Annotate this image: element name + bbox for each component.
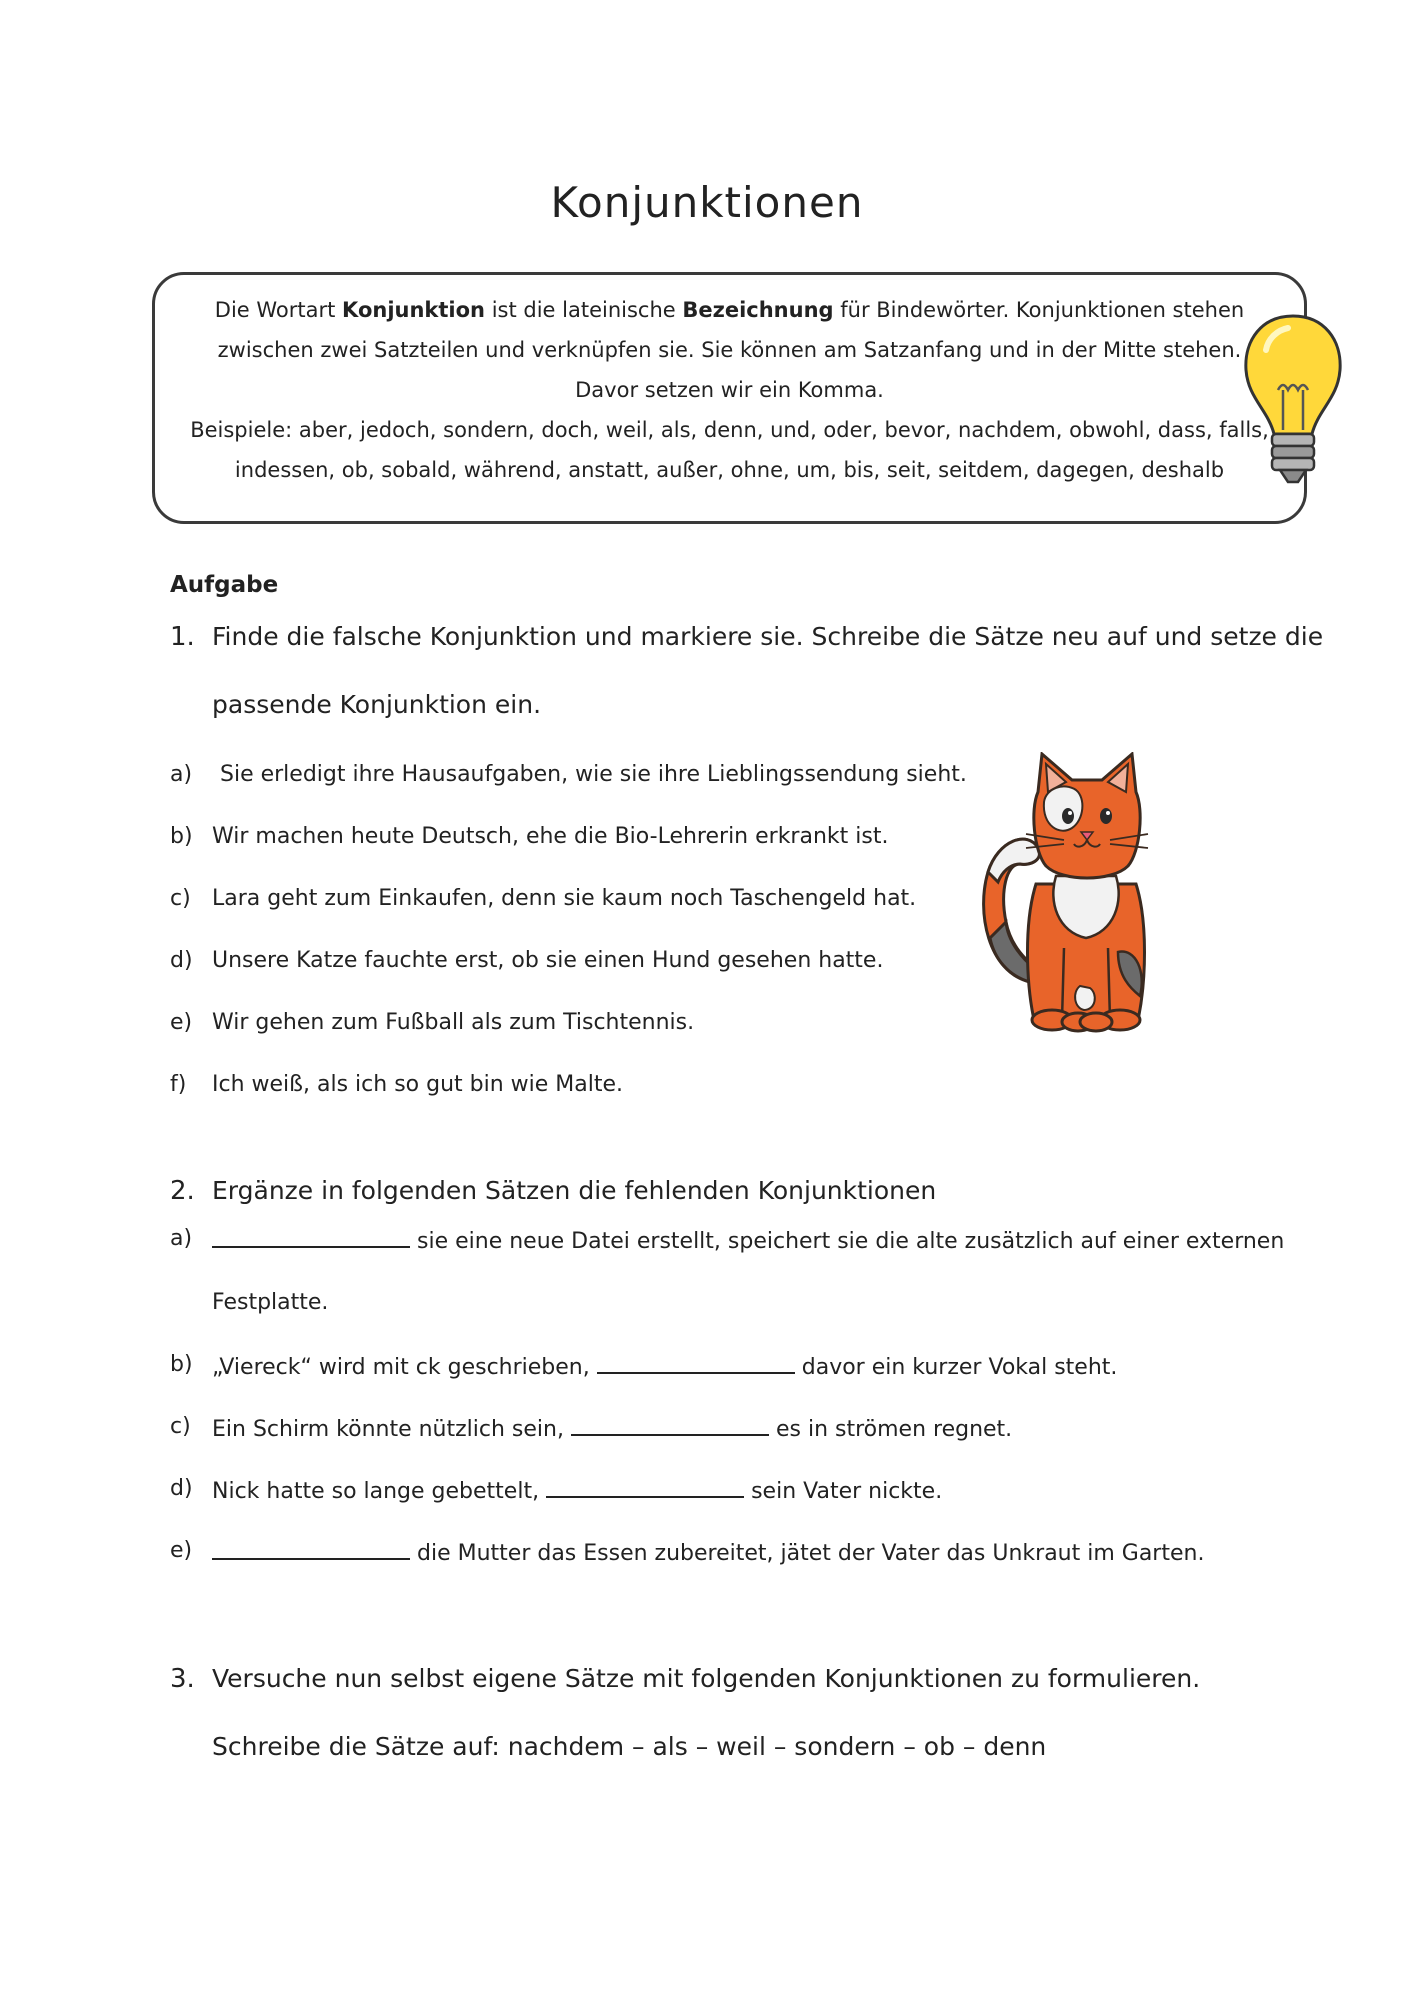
task2-item-a-continued: Festplatte. [212,1290,329,1315]
fill-in-blank[interactable] [546,1476,744,1498]
task1-item-text: Sie erledigt ihre Hausaufgaben, wie sie ihre Lieblingssendung sieht. [220,762,967,787]
fill-in-blank[interactable] [212,1538,410,1560]
task1-item-text: Wir machen heute Deutsch, ehe die Bio-Lehrerin erkrankt ist. [212,824,889,849]
task3-instruction-line1: Versuche nun selbst eigene Sätze mit folgenden Konjunktionen zu formulieren. [212,1664,1201,1693]
light-bulb-icon [1238,310,1348,500]
aufgabe-heading: Aufgabe [170,572,279,598]
task1-instruction-line2: passende Konjunktion ein. [212,690,542,719]
task2-item-letter: d) [170,1476,193,1501]
task1-number: 1. [170,622,195,652]
task1-item-letter: f) [170,1072,187,1097]
task2-item-e [212,1538,1204,1566]
task3-instruction-line2: Schreibe die Sätze auf: nachdem – als – weil – sondern – ob – denn [212,1732,1047,1761]
task2-item-c [212,1414,1012,1442]
task2-item-a [212,1226,1284,1254]
info-line-2: zwischen zwei Satzteilen und verknüpfen sie. Sie können am Satzanfang und in der Mitte stehen. [217,338,1242,362]
info-bold-konjunktion: Konjunktion [342,298,486,322]
info-text: Die Wortart [214,298,343,322]
task2-number: 2. [170,1176,195,1206]
info-line-1 [152,298,1307,322]
task2-item-letter: b) [170,1352,193,1377]
task2-item-letter: e) [170,1538,193,1563]
task2-item-text: sein Vater nickte. [751,1479,943,1504]
task1-item-text: Ich weiß, als ich so gut bin wie Malte. [212,1072,624,1097]
task1-instruction-line1: Finde die falsche Konjunktion und markiere sie. Schreibe die Sätze neu auf und setze die [212,622,1324,651]
task2-item-text: „Viereck“ wird mit ck geschrieben, [212,1355,590,1380]
task1-item-text: Lara geht zum Einkaufen, denn sie kaum noch Taschengeld hat. [212,886,917,911]
info-text: ist die lateinische [485,298,683,322]
task2-item-d [212,1476,942,1504]
task2-item-text: sie eine neue Datei erstellt, speichert sie die alte zusätzlich auf einer externen [417,1229,1285,1254]
task2-item-b [212,1352,1117,1380]
task1-item-letter: d) [170,948,193,973]
task2-item-text: es in strömen regnet. [775,1417,1013,1442]
task2-instruction: Ergänze in folgenden Sätzen die fehlenden Konjunktionen [212,1176,937,1205]
task1-item-text: Wir gehen zum Fußball als zum Tischtennis. [212,1010,695,1035]
fill-in-blank[interactable] [212,1226,410,1248]
page-title: Konjunktionen [550,178,864,227]
task2-item-text: Ein Schirm könnte nützlich sein, [212,1417,564,1442]
fill-in-blank[interactable] [571,1414,769,1436]
info-bold-bezeichnung: Bezeichnung [682,298,834,322]
task2-item-text: Nick hatte so lange gebettelt, [212,1479,540,1504]
task2-item-text: davor ein kurzer Vokal steht. [801,1355,1118,1380]
task2-item-letter: c) [170,1414,191,1439]
cat-illustration [968,752,1196,1034]
task3-number: 3. [170,1664,195,1694]
info-text: für Bindewörter. Konjunktionen stehen [833,298,1245,322]
info-line-3: Davor setzen wir ein Komma. [575,378,884,402]
task1-item-letter: a) [170,762,193,787]
info-line-5: indessen, ob, sobald, während, anstatt, außer, ohne, um, bis, seit, seitdem, dagegen, deshalb [234,458,1225,482]
task1-item-letter: b) [170,824,193,849]
info-line-4: Beispiele: aber, jedoch, sondern, doch, weil, als, denn, und, oder, bevor, nachdem, obwohl, dass, falls, [190,418,1269,442]
task1-item-letter: e) [170,1010,193,1035]
task2-item-letter: a) [170,1226,193,1251]
task1-item-text: Unsere Katze fauchte erst, ob sie einen Hund gesehen hatte. [212,948,884,973]
task1-item-letter: c) [170,886,191,911]
fill-in-blank[interactable] [597,1352,795,1374]
task2-item-text: die Mutter das Essen zubereitet, jätet der Vater das Unkraut im Garten. [417,1541,1205,1566]
